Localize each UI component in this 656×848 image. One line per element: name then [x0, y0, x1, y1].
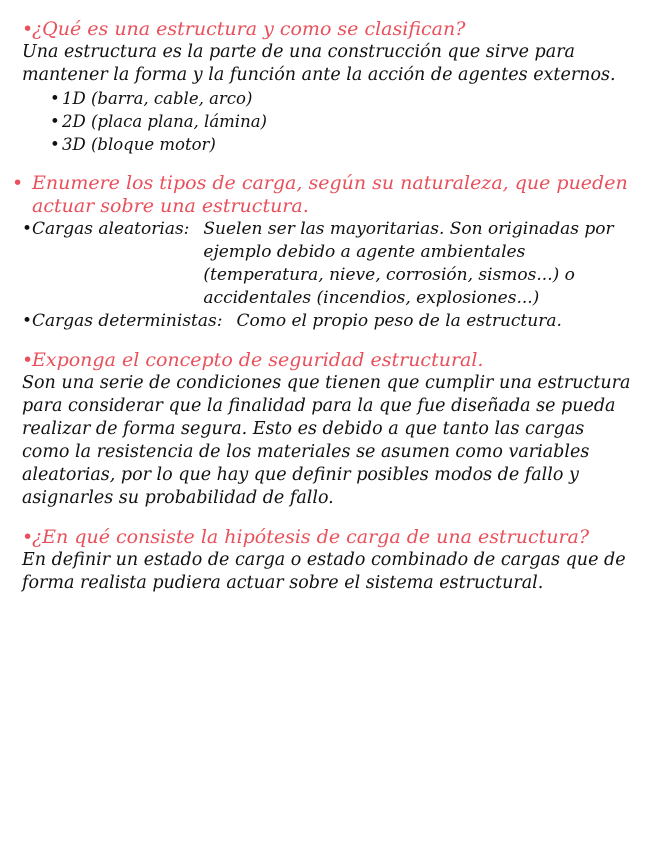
bullet-dot: • — [22, 311, 33, 331]
bullet-dot: • — [22, 526, 34, 548]
load-type-row — [22, 310, 636, 333]
question-heading — [22, 18, 636, 41]
section-structure-definition — [22, 18, 636, 156]
list-item: • 3D (bloque motor) — [50, 133, 636, 156]
question-heading — [22, 349, 636, 372]
question-heading — [12, 172, 636, 218]
question-text: ¿Qué es una estructura y como se clasifican? — [32, 18, 466, 40]
bullet-dot: • — [22, 349, 34, 371]
load-type-description: Suelen ser las mayoritarias. Son originadas por ejemplo debido a agente ambientales (temperatura, nieve, corrosión, sismos...) o accidentales (incendios, explosiones...) — [203, 219, 614, 308]
list-item: • 1D (barra, cable, arco) — [50, 87, 636, 110]
question-text: Exponga el concepto de seguridad estructural. — [32, 349, 484, 371]
load-type-description: Como el propio peso de la estructura. — [236, 311, 562, 331]
bullet-dot: • — [22, 219, 33, 239]
question-text: Enumere los tipos de carga, según su naturaleza, que pueden actuar sobre una estructura. — [32, 172, 628, 217]
answer-paragraph: Son una serie de condiciones que tienen que cumplir una estructura para considerar que la finalidad para la que fue diseñada se pueda realizar de forma segura. Esto es debido a que tanto las cargas como la resistencia de los materiales se asumen como variables aleatorias, por lo que hay que definir posibles modos de fallo y asignarles su probabilidad de fallo. — [22, 373, 631, 508]
bullet-dot: • — [22, 18, 34, 40]
load-type-row — [22, 218, 636, 310]
load-type-label: Cargas aleatorias: — [32, 219, 190, 239]
answer-paragraph: Una estructura es la parte de una construcción que sirve para mantener la forma y la función ante la acción de agentes externos. — [22, 42, 616, 85]
bullet-dot: • — [12, 172, 24, 194]
section-structural-safety — [22, 349, 636, 510]
load-type-label: Cargas deterministas: — [32, 311, 223, 331]
classification-list — [22, 87, 636, 156]
list-item: • 2D (placa plana, lámina) — [50, 110, 636, 133]
section-load-hypothesis — [22, 526, 636, 595]
answer-paragraph: En definir un estado de carga o estado combinado de cargas que de forma realista pudiera actuar sobre el sistema estructural. — [22, 550, 626, 593]
question-text: ¿En qué consiste la hipótesis de carga de una estructura? — [32, 526, 590, 548]
question-heading — [22, 526, 636, 549]
section-load-types — [12, 172, 636, 333]
